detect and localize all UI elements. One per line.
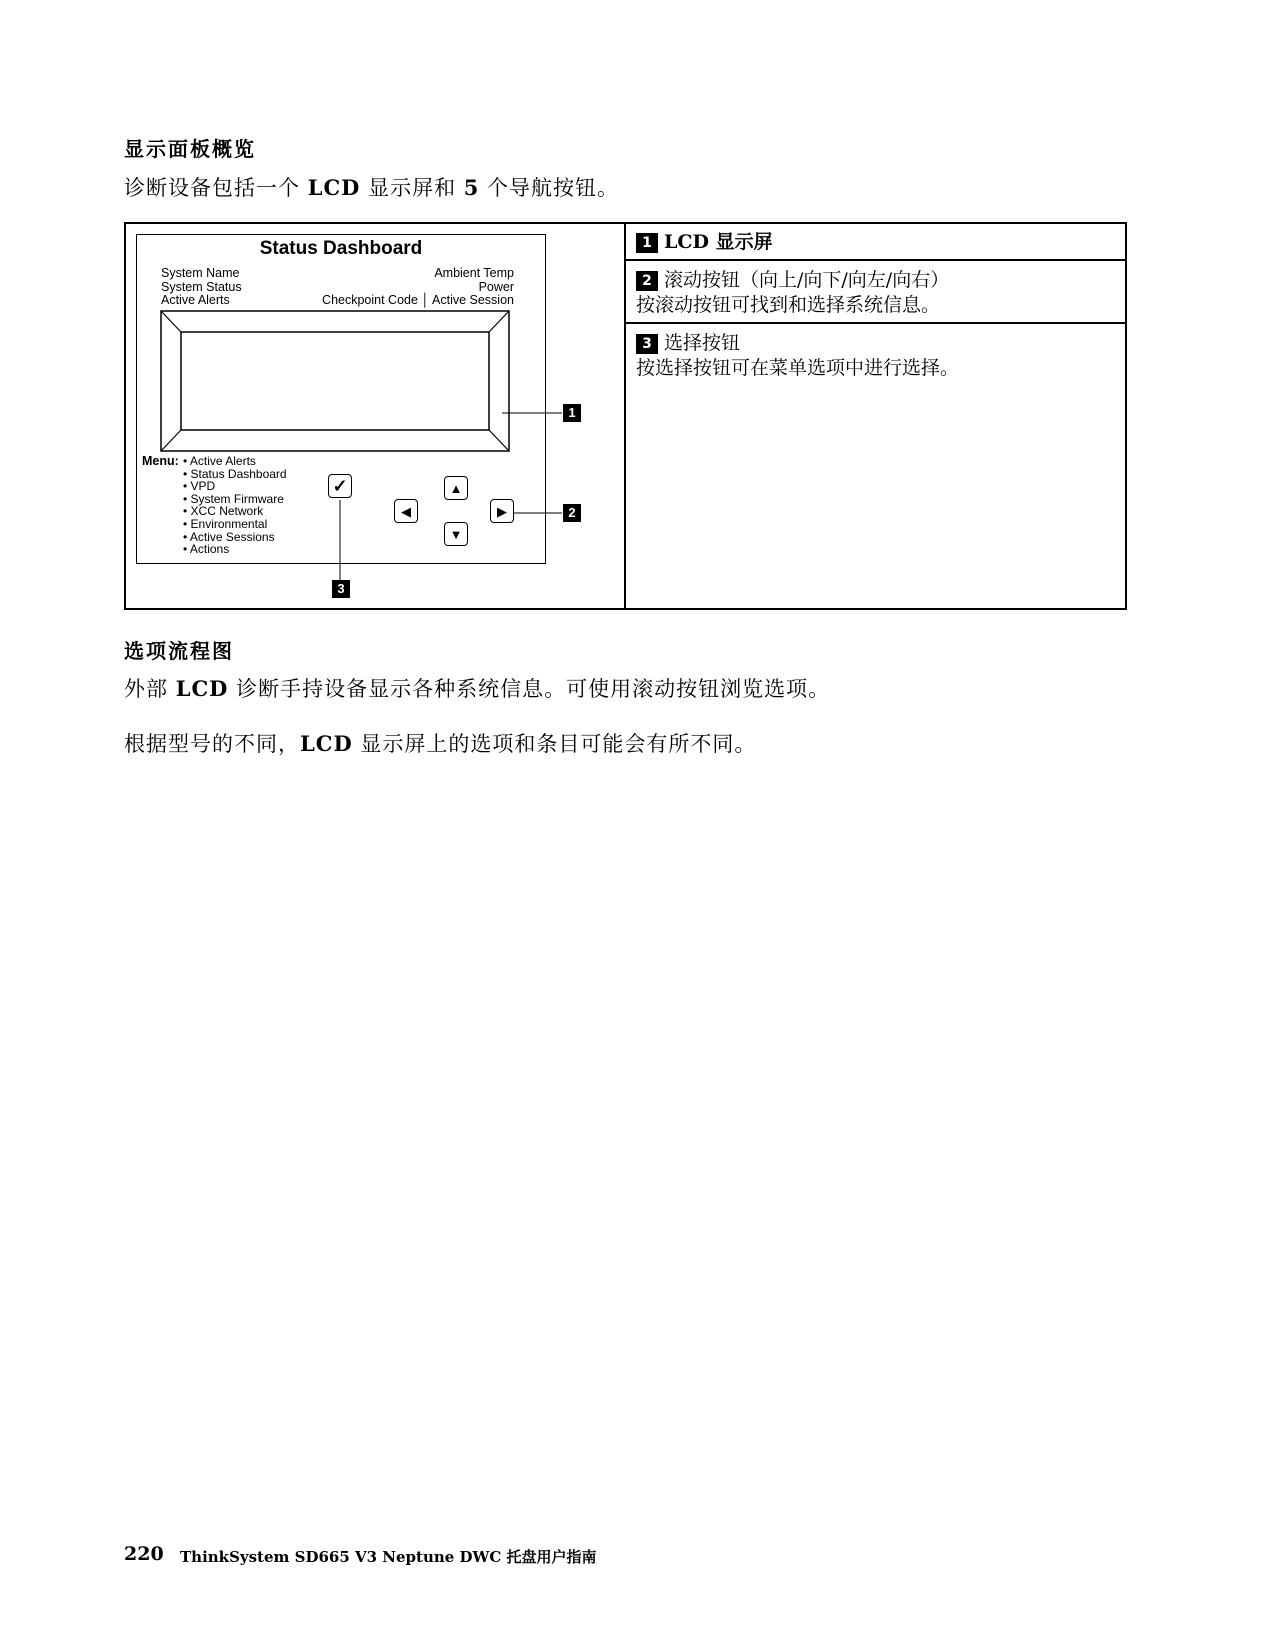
callout-1: 1	[563, 404, 581, 422]
p1-text-c: 诊断手持设备显示各种系统信息。可使用滚动按钮浏览选项。	[228, 677, 831, 701]
p2-text-lcd: LCD	[300, 731, 353, 756]
intro-text-lcd: LCD	[307, 175, 361, 200]
menu-item: • System Firmware	[183, 493, 287, 506]
menu-item: • Actions	[183, 543, 287, 556]
footer-doc-title: ThinkSystem SD665 V3 Neptune DWC 托盘用户指南	[180, 1548, 597, 1566]
label-system-name: System Name	[161, 266, 240, 280]
p1-text-lcd: LCD	[175, 676, 229, 701]
section-title-option-flow: 选项流程图	[124, 639, 234, 663]
callout-badge-3: 3	[636, 334, 658, 354]
select-button[interactable]: ✓	[328, 474, 352, 498]
row-desc-scroll: 按滚动按钮可找到和选择系统信息。	[636, 294, 941, 316]
p2-text-c: 显示屏上的选项和条目可能会有所不同。	[352, 732, 757, 756]
flow-paragraph-2	[124, 728, 756, 758]
menu-item: • Active Alerts	[183, 455, 287, 468]
row-title-select: 选择按钮	[664, 332, 741, 354]
menu-item: • Environmental	[183, 518, 287, 531]
flow-paragraph-1	[124, 673, 830, 703]
intro-text-a: 诊断设备包括一个	[124, 176, 308, 200]
section-title-panel-overview: 显示面板概览	[124, 137, 256, 161]
menu-item: • Active Sessions	[183, 531, 287, 544]
scroll-right-button[interactable]: ▶	[490, 499, 514, 523]
scroll-up-button[interactable]: ▲	[444, 476, 468, 500]
label-checkpoint-session: Checkpoint Code │ Active Session	[322, 293, 514, 307]
menu-item: • VPD	[183, 480, 287, 493]
menu-item: • Status Dashboard	[183, 468, 287, 481]
row-title-lcd: LCD 显示屏	[664, 231, 773, 253]
p2-text-a: 根据型号的不同，	[124, 732, 300, 756]
label-active-alerts: Active Alerts	[161, 293, 230, 307]
page-number: 220	[124, 1543, 164, 1565]
intro-text-5: 5	[463, 175, 480, 200]
label-system-status: System Status	[161, 279, 242, 294]
intro-text-e: 个导航按钮。	[479, 176, 620, 200]
row-desc-select: 按选择按钮可在菜单选项中进行选择。	[636, 357, 960, 379]
callout-badge-1: 1	[636, 233, 658, 253]
callout-2: 2	[563, 504, 581, 522]
scroll-left-button[interactable]: ◀	[394, 499, 418, 523]
callout-3: 3	[332, 580, 350, 598]
dashboard-title: Status Dashboard	[259, 238, 423, 259]
menu-label: Menu:	[142, 454, 179, 468]
callout-badge-2: 2	[636, 271, 658, 291]
p1-text-a: 外部	[124, 677, 176, 701]
label-power: Power	[478, 279, 514, 294]
row-title-scroll: 滚动按钮（向上/向下/向左/向右）	[664, 269, 950, 291]
intro-text-c: 显示屏和	[360, 176, 464, 200]
label-ambient-temp: Ambient Temp	[434, 266, 514, 280]
callout-leader-lines	[0, 0, 1275, 650]
scroll-down-button[interactable]: ▼	[444, 522, 468, 546]
menu-item: • XCC Network	[183, 505, 287, 518]
